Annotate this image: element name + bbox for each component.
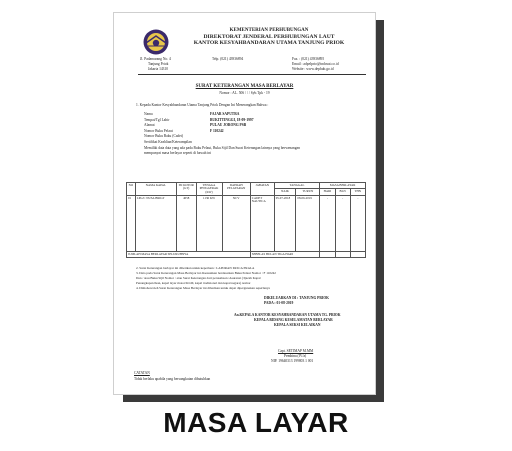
signer-name: Capt. SETIMAP M.MM [278, 349, 314, 353]
notes-text: Tidak berlaku apabila yang bersangkutan dibutuhkan [134, 377, 211, 381]
website-address: Website : www.dephub.go.id [292, 67, 334, 71]
field-label-birth: Tempat/Tgl Lahir [144, 117, 170, 122]
document-number: Nomor : AL. 506 / / / Syb.Tpk - 19 [219, 91, 270, 95]
col-daerah: DAERAH PELAYARAN [222, 183, 250, 196]
cell-turun: 08-06-2019 [296, 195, 320, 251]
field-label-buku-baku: Nomor Buku Baku (Cadet) [144, 134, 184, 138]
document-page [113, 12, 376, 395]
header-divider [138, 74, 366, 75]
signature-office: An.KEPALA KANTOR KESYAHBANDARAN UTAMA TG. PRIOK [234, 313, 341, 317]
field-label-nama: Nama [144, 112, 153, 116]
col-isi-kotor: ISI KOTOR (GT) [176, 183, 196, 196]
header-office: KANTOR KESYAHBANDARAN UTAMA TANJUNG PRIOK [193, 40, 345, 46]
col-no: NO [127, 183, 136, 196]
col-hari: HARI [320, 189, 335, 195]
total-bln [335, 251, 350, 257]
total-hari [320, 251, 335, 257]
total-label: JUMLAH MASA BERLAYAR SELURUHNYA [127, 251, 251, 257]
cell-nama-kapal: LPG/C NUSA BRIGT [135, 195, 176, 251]
document-title: SURAT KETERANGAN MASA BERLAYAR [195, 84, 294, 89]
issued-date: PADA : 01-08-2019 [264, 301, 294, 305]
note-3: 3. Data pada Surat Keterangan Masa Berlayar ini disesuaikan berdasarkan Buku Pelaut Nomor : F 110242 [136, 271, 276, 275]
sailing-record-table [126, 182, 366, 258]
total-thn [350, 251, 365, 257]
field-value-nama: FAJAR SAPUTRA [210, 112, 240, 116]
address-line-1: Jl. Padamarang No. 4 [140, 57, 171, 61]
note-2: 2. Surat Keterangan berlayar ini diberikan untuk keperluan : LAPORAN PASCA PRALA [136, 266, 255, 270]
cell-naik: 05-07-2018 [274, 195, 296, 251]
cell-hari: - [320, 195, 335, 251]
signature-section: KEPALA SEKSI KELAIKAN [274, 323, 321, 327]
col-thn: THN [350, 189, 365, 195]
signer-rank: Pembina (IV/a) [284, 354, 307, 358]
cell-daerah: NCV [222, 195, 250, 251]
col-tanggal: TANGGAL [274, 183, 320, 189]
fax-number: Fax. : (021) 43936895 [292, 57, 325, 61]
image-caption: MASA LAYAR [163, 407, 349, 438]
statement-line-1: Memiliki data data yang ada pada Buku Pelaut, Buku Sijil Dan Surat Keterangan lainnya yang berwenangan [144, 146, 300, 150]
col-naik: NAIK [274, 189, 296, 195]
note-3-cont-2: Penangkapan Ikan, kapal layar motor/KLM, kapal tradisional dan kapal negara) nomor [136, 281, 251, 285]
address-line-3: Jakarta 14310 [148, 67, 169, 71]
email-address: Email : adpelprio@indosat.co.id [292, 62, 339, 66]
col-nama-kapal: NAMA KAPAL [135, 183, 176, 196]
note-4: 4. Dimohon/oleh Surat Keterangan Masa Berlayar ini diberikan untuk dapat dipergunakan seperlunya [136, 286, 270, 290]
cell-no: 01 [127, 195, 136, 251]
field-value-alamat: PULAU JORONG PSB [210, 123, 247, 127]
issued-place: DIKELUARKAN DI : TANJUNG PRIOK [264, 296, 329, 300]
field-label-sertifikat: Sertifikat Keahlian/Keterampilan [144, 139, 192, 144]
field-label-alamat: Alamat [144, 123, 155, 127]
col-tenaga: TENAGA PENGGERAK (KW) [196, 183, 222, 196]
field-value-buku-pelaut: F 110242 [210, 128, 224, 133]
cell-bln: - [335, 195, 350, 251]
header-ministry: KEMENTERIAN PERHUBUNGAN [229, 28, 309, 33]
cell-jabatan: CADET NAUTICA [250, 195, 274, 251]
statement-line-2: mempunyai masa berlayar seperti di bawah ini [144, 151, 212, 155]
cell-thn: - [350, 195, 365, 251]
address-line-2: Tanjung Priok [148, 62, 169, 66]
cell-tenaga: 1136 KW [196, 195, 222, 251]
total-value: SEBELAS BULAN TIGA HARI [250, 251, 320, 257]
signature-division: KEPALA BIDANG KESELAMATAN BERLAYAR [254, 318, 333, 322]
intro-text: 1. Kepada Kantor Kesyahbandaran Utama Tanjung Priok Dengan Ini Menerangkan Bahwa : [136, 103, 269, 107]
col-masa-berlayar: MASA BERLAYAR [320, 183, 366, 189]
note-3-cont: Dan / atau Buku Sijil Nomor : atau Surat Keterangan dari perusahaan /Asuransi (/Ijazah Kapal [136, 276, 261, 280]
table-footer-row [127, 251, 366, 257]
field-label-buku-pelaut: Nomor Buku Pelaut [144, 128, 173, 133]
ministry-logo-icon [142, 28, 170, 56]
col-turun: TURUN [296, 189, 320, 195]
cell-isi-kotor: 4058 [176, 195, 196, 251]
signer-nip: NIP. 19640313 199803 1 001 [271, 359, 314, 363]
phone-number: Telp. (021) 43936894 [212, 57, 244, 61]
notes-heading: CATATAN [134, 371, 150, 375]
header-directorate: DIREKTORAT JENDERAL PERHUBUNGAN LAUT [203, 34, 335, 40]
table-row [127, 195, 366, 251]
field-value-birth: BUKITTINGGI, 18-09-1997 [210, 117, 254, 122]
col-bln: BLN [335, 189, 350, 195]
col-jabatan: JABATAN [250, 183, 274, 196]
